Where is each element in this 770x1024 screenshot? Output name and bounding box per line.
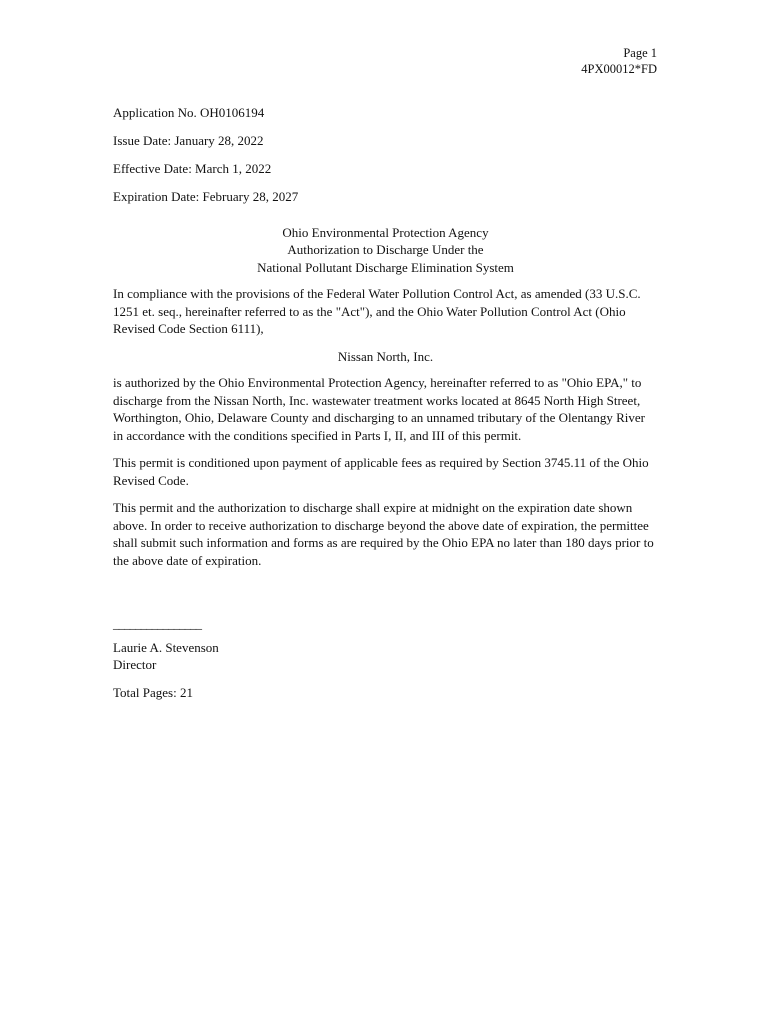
signatory-name: Laurie A. Stevenson — [113, 639, 219, 655]
signature-line: ________________ — [113, 616, 201, 631]
expiration-date: Expiration Date: February 28, 2027 — [113, 189, 299, 204]
compliance-paragraph: In compliance with the provisions of the Federal Water Pollution Control Act, as amended (33 U.S.C. 1251 et. seq., hereinafter referred to as the "Act"), and the Ohio Water Pollution Control Act (Ohio Revised Code Section 6111), — [113, 286, 641, 336]
document-body — [113, 104, 658, 701]
document-code: 4PX00012*FD — [581, 61, 657, 76]
permittee-name: Nissan North, Inc. — [337, 348, 434, 364]
effective-date: Effective Date: March 1, 2022 — [113, 161, 272, 176]
application-number: Application No. OH0106194 — [113, 105, 265, 120]
page-header — [581, 46, 657, 77]
signature-block — [113, 639, 658, 674]
authorization-paragraph: is authorized by the Ohio Environmental Protection Agency, hereinafter referred to as "Ohio EPA," to discharge from the Nissan North, Inc. wastewater treatment works located at 8645 North High Street, Worthington, Ohio, Delaware County and discharging to an unnamed tributary of the Olentangy River in accordance with the conditions specified in Parts I, II, and III of this permit. — [113, 375, 645, 443]
document-title — [113, 224, 658, 277]
issue-date: Issue Date: January 28, 2022 — [113, 133, 264, 148]
signatory-title: Director — [113, 657, 157, 672]
expiration-paragraph: This permit and the authorization to discharge shall expire at midnight on the expiration date shown above. In order to receive authorization to discharge beyond the above date of expiration, the permittee shall submit such information and forms as are required by the Ohio EPA no later than 180 days prior to the above date of expiration. — [113, 500, 654, 568]
title-line-3: National Pollutant Discharge Elimination System — [257, 259, 514, 275]
title-line-1: Ohio Environmental Protection Agency — [282, 224, 489, 240]
page-number: Page 1 — [623, 46, 657, 60]
title-line-2: Authorization to Discharge Under the — [287, 242, 484, 257]
fees-paragraph: This permit is conditioned upon payment of applicable fees as required by Section 3745.11 of the Ohio Revised Code. — [113, 455, 649, 488]
total-pages: Total Pages: 21 — [113, 684, 193, 700]
